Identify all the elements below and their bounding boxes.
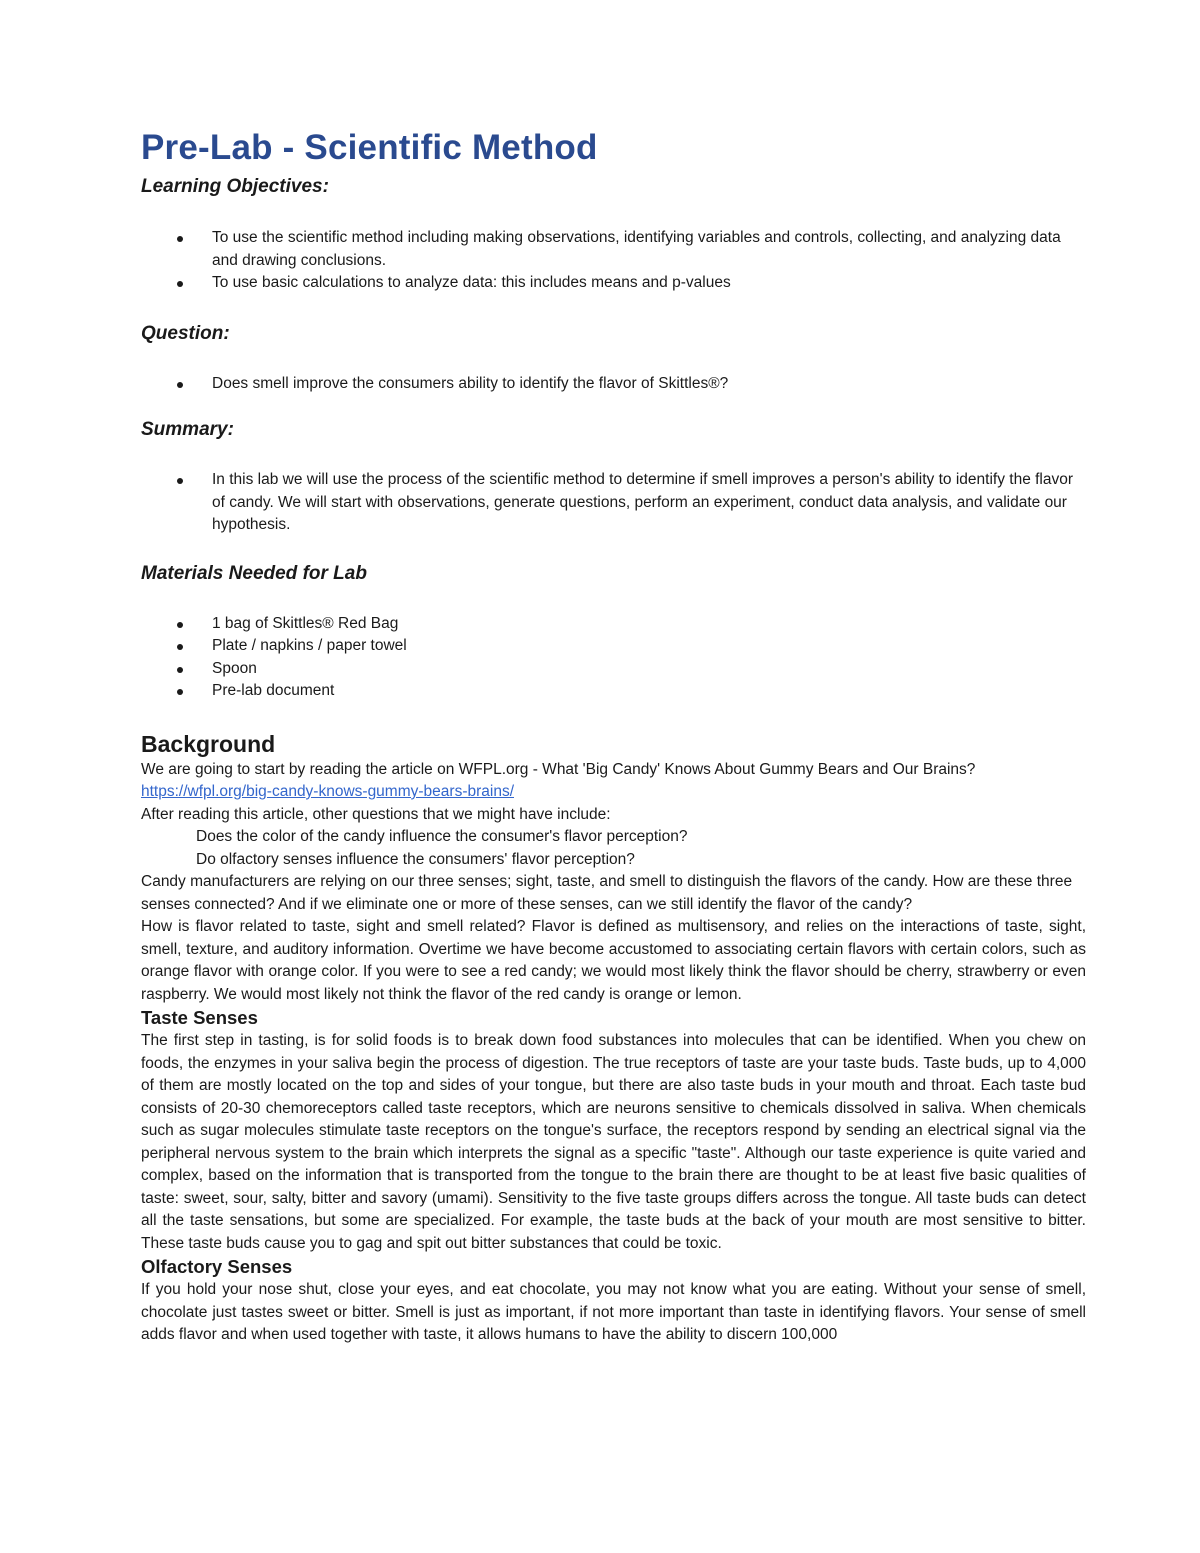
taste-senses-paragraph: The first step in tasting, is for solid foods is to break down food substances into molecules that can be identified. When you chew on foods, the enzymes in your saliva begin the process of digestion. The true receptors of taste are your taste buds. Taste buds, up to 4,000 of them are mostly located on the top and sides of your tongue, but there are also taste buds in your mouth and throat. Each taste bud consists of 20-30 chemoreceptors called taste receptors, which are neurons sensitive to chemicals dissolved in saliva. When chemicals such as sugar molecules stimulate taste receptors on the tongue's surface, the receptors respond by sending an electrical signal via the peripheral nervous system to the brain which interprets the signal as a specific "taste". Although our taste experience is quite varied and complex, based on the information that is transported from the tongue to the brain there are thought to be at least five basic qualities of taste: sweet, sour, salty, bitter and savory (umami). Sensitivity to the five taste groups differs across the tongue. All taste buds can detect all the taste sensations, but some are specialized. For example, the taste buds at the back of your mouth are most sensitive to bitter. These taste buds cause you to gag and spit out bitter substances that could be toxic.: [141, 1032, 1086, 1252]
article-link-row: [141, 781, 1086, 804]
list-item: Plate / napkins / paper towel: [141, 635, 1086, 658]
background-question-1: Does the color of the candy influence the consumer's flavor perception?: [196, 828, 688, 845]
bullet-icon: [177, 644, 183, 650]
background-question-2: Do olfactory senses influence the consumers' flavor perception?: [196, 850, 635, 868]
learning-objectives-list: [141, 227, 1086, 295]
taste-senses-heading: Taste Senses: [141, 1007, 258, 1028]
summary-heading: Summary:: [141, 419, 234, 440]
list-item: Pre-lab document: [141, 680, 1086, 703]
question-heading: Question:: [141, 322, 230, 344]
document-page: [141, 124, 1086, 1347]
background-paragraph-2: How is flavor related to taste, sight and smell related? Flavor is defined as multisensory, and relies on the interactions of taste, sight, smell, texture, and auditory information. Overtime we have become accustomed to associating certain flavors with certain colors, such as orange flavor with orange color. If you were to see a red candy; we would most likely think the flavor should be cherry, strawberry or even raspberry. We would most likely not think the flavor of the red candy is orange or lemon.: [141, 918, 1086, 1003]
olfactory-senses-heading: Olfactory Senses: [141, 1256, 293, 1277]
bullet-icon: [177, 667, 183, 673]
list-item: Spoon: [141, 658, 1086, 681]
background-heading: Background: [141, 730, 276, 757]
bullet-icon: [177, 622, 183, 628]
olfactory-senses-paragraph: If you hold your nose shut, close your eyes, and eat chocolate, you may not know what you are eating. Without your sense of smell, chocolate just tastes sweet or bitter. Smell is just as important, if not more important than taste in identifying flavors. Your sense of smell adds flavor and when used together with taste, it allows humans to have the ability to discern 100,000: [141, 1281, 1086, 1343]
list-item: Does smell improve the consumers ability to identify the flavor of Skittles®?: [141, 373, 1086, 396]
bullet-icon: [177, 689, 183, 695]
materials-list: [141, 613, 1086, 703]
background-paragraph-1: Candy manufacturers are relying on our three senses; sight, taste, and smell to distinguish the flavors of the candy. How are these three senses connected? And if we eliminate one or more of these senses, can we still identify the flavor of the candy?: [141, 873, 1073, 913]
materials-heading: Materials Needed for Lab: [141, 562, 367, 584]
learning-objectives-heading: Learning Objectives:: [141, 176, 329, 197]
bullet-icon: [177, 382, 183, 388]
list-item: To use basic calculations to analyze data: this includes means and p-values: [141, 272, 1086, 295]
list-item: 1 bag of Skittles® Red Bag: [141, 613, 1086, 636]
after-reading-text: After reading this article, other questions that we might have include:: [141, 805, 611, 823]
question-list: [141, 373, 1086, 396]
summary-list: [141, 469, 1086, 537]
background-intro: We are going to start by reading the article on WFPL.org - What 'Big Candy' Knows About Gummy Bears and Our Brains?: [141, 760, 976, 778]
bullet-icon: [177, 281, 183, 287]
page-title: Pre-Lab - Scientific Method: [141, 128, 598, 167]
bullet-icon: [177, 236, 183, 242]
list-item: To use the scientific method including making observations, identifying variables and controls, collecting, and analyzing data and drawing conclusions.: [141, 227, 1086, 272]
article-link[interactable]: https://wfpl.org/big-candy-knows-gummy-bears-brains/: [141, 783, 514, 800]
list-item: In this lab we will use the process of the scientific method to determine if smell improves a person's ability to identify the flavor of candy. We will start with observations, generate questions, perform an experiment, conduct data analysis, and validate our hypothesis.: [141, 469, 1086, 537]
bullet-icon: [177, 478, 183, 484]
